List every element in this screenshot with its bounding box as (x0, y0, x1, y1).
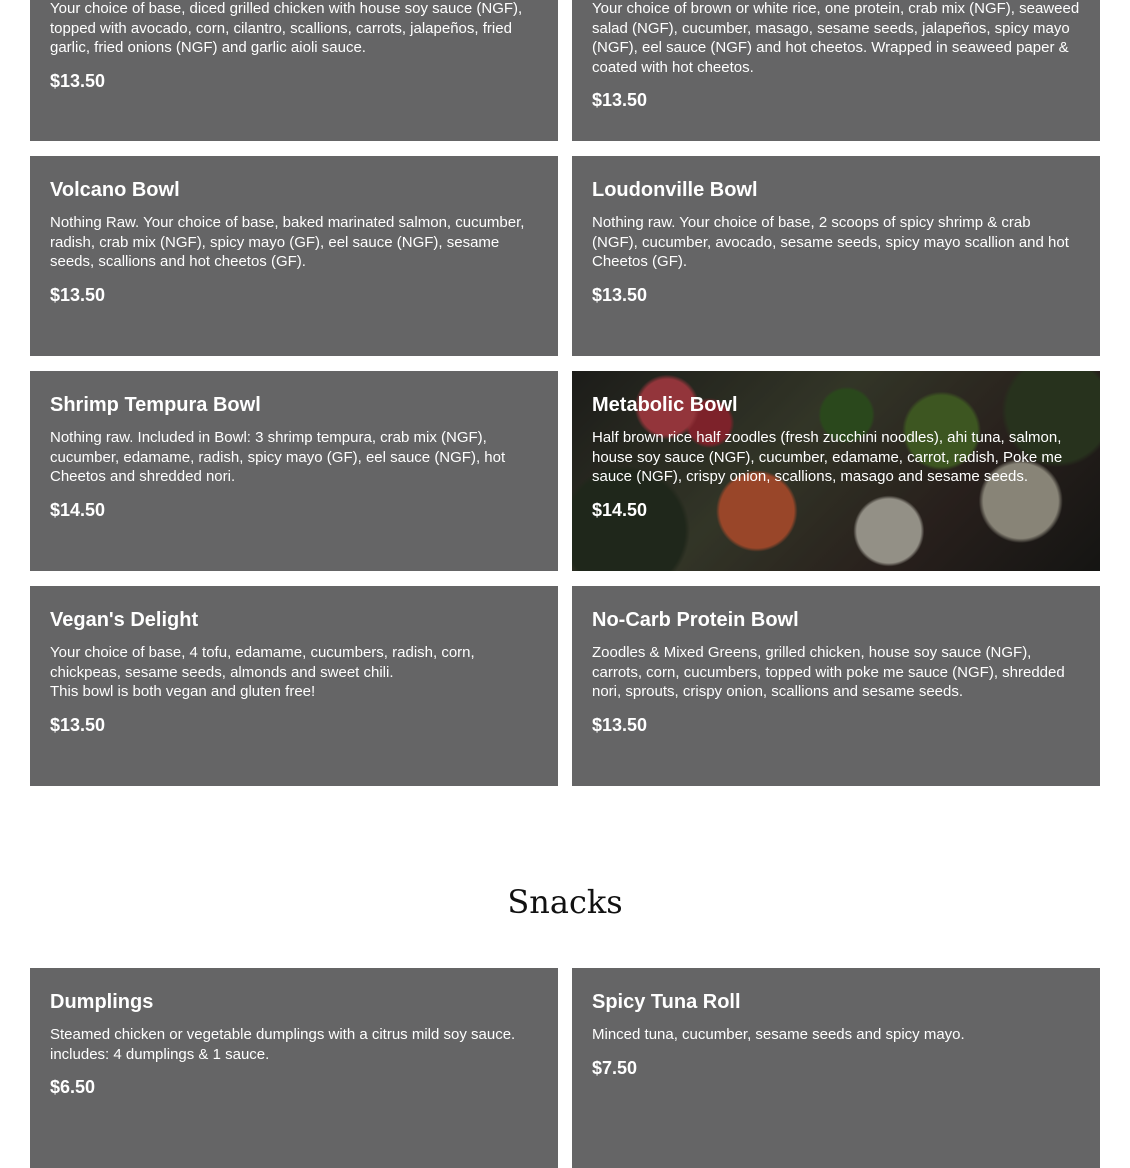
menu-item-card[interactable] (572, 0, 1100, 141)
menu-item-price: $14.50 (50, 499, 106, 520)
menu-item-price: $13.50 (592, 714, 648, 735)
menu-item-name: Metabolic Bowl (592, 394, 738, 416)
menu-item-name: No-Carb Protein Bowl (592, 609, 799, 631)
menu-item-card-vegans-delight[interactable] (30, 586, 558, 786)
menu-item-name: Vegan's Delight (50, 609, 199, 631)
menu-item-price: $13.50 (50, 714, 106, 735)
menu-item-description: Half brown rice half zoodles (fresh zucchini noodles), ahi tuna, salmon, house soy sauce (NGF), cucumber, edamame, carrot, radish, Poke me sauce (NGF), crispy onion, scallions, masago and sesame seeds. (592, 429, 1063, 485)
menu-item-description: Nothing raw. Your choice of base, 2 scoops of spicy shrimp & crab (NGF), cucumber, avocado, sesame seeds, spicy mayo scallion and hot Cheetos (GF). (592, 214, 1069, 270)
menu-item-price: $14.50 (592, 499, 648, 520)
menu-item-description: Your choice of base, diced grilled chicken with house soy sauce (NGF), topped with avocado, corn, cilantro, scallions, carrots, jalapeños, fried garlic, fried onions (NGF) and garlic aioli sauce. (50, 0, 523, 56)
menu-item-description: Your choice of brown or white rice, one protein, crab mix (NGF), seaweed salad (NGF), cucumber, masago, sesame seeds, jalapeños, spicy mayo (NGF), eel sauce (NGF) and hot cheetos. Wrapped in seaweed paper & coated with hot cheetos. (592, 0, 1080, 76)
menu-item-card-shrimp-tempura-bowl[interactable] (30, 371, 558, 571)
menu-item-card-volcano-bowl[interactable] (30, 156, 558, 356)
menu-item-price: $6.50 (50, 1077, 96, 1097)
menu-item-price: $7.50 (592, 1057, 638, 1078)
menu-item-name: Dumplings (50, 991, 154, 1013)
menu-item-card-no-carb-protein-bowl[interactable] (572, 586, 1100, 786)
menu-item-card-loudonville-bowl[interactable] (572, 156, 1100, 356)
menu-item-description: Your choice of base, 4 tofu, edamame, cucumbers, radish, corn, chickpeas, sesame seeds, almonds and sweet chili. This bowl is both vegan and gluten free! (50, 644, 475, 700)
menu-item-name: Loudonville Bowl (592, 179, 758, 201)
menu-item-name: Volcano Bowl (50, 179, 180, 201)
menu-item-description: Nothing Raw. Your choice of base, baked marinated salmon, cucumber, radish, crab mix (NGF), spicy mayo (GF), eel sauce (NGF), sesame seeds, scallions and hot cheetos (GF). (50, 214, 525, 270)
menu-item-description: Zoodles & Mixed Greens, grilled chicken, house soy sauce (NGF), carrots, corn, cucumbers, topped with poke me sauce (NGF), shredded nori, sprouts, crispy onion, scallions and sesame seeds. (592, 644, 1065, 700)
menu-item-description: Minced tuna, cucumber, sesame seeds and spicy mayo. (592, 1026, 965, 1043)
menu-item-card[interactable] (30, 0, 558, 141)
menu-item-description: Nothing raw. Included in Bowl: 3 shrimp tempura, crab mix (NGF), cucumber, edamame, radish, spicy mayo (GF), eel sauce (NGF), hot Cheetos and shredded nori. (50, 429, 506, 485)
section-title-snacks: Snacks (507, 883, 623, 921)
menu-item-price: $13.50 (50, 70, 106, 91)
menu-item-name: Shrimp Tempura Bowl (50, 394, 261, 416)
menu-item-card-dumplings[interactable] (30, 968, 558, 1168)
menu-item-name: Spicy Tuna Roll (592, 991, 741, 1013)
menu-item-card-spicy-tuna-roll[interactable] (572, 968, 1100, 1168)
menu-item-price: $13.50 (592, 284, 648, 305)
menu-item-price: $13.50 (592, 90, 648, 110)
menu-item-price: $13.50 (50, 284, 106, 305)
menu-item-description: Steamed chicken or vegetable dumplings with a citrus mild soy sauce. includes: 4 dumplings & 1 sauce. (50, 1026, 516, 1063)
menu-item-card-metabolic-bowl[interactable] (572, 371, 1100, 571)
